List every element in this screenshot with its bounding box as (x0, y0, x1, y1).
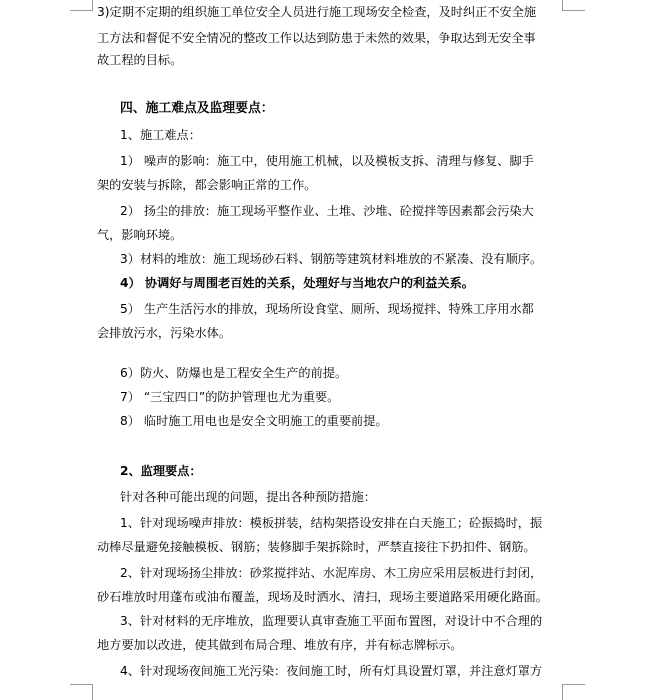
crop-mark-top-left (70, 0, 93, 11)
list-item: 6）防火、防爆也是工程安全生产的前提。 (120, 366, 348, 380)
list-item-bold: 4） 协调好与周围老百姓的关系，处理好与当地农户的利益关系。 (120, 276, 474, 290)
paragraph-line: 工方法和督促不安全情况的整改工作以达到防患于未然的效果，争取达到无安全事 (97, 31, 536, 45)
crop-mark-bottom-left (70, 684, 93, 700)
list-item: 8） 临时施工用电也是安全文明施工的重要前提。 (120, 414, 388, 428)
paragraph-line: 地方要加以改进，使其做到布局合理、堆放有序，并有标志牌标示。 (97, 638, 463, 652)
crop-mark-bottom-right (562, 684, 585, 700)
list-item: 2、针对现场扬尘排放：砂浆搅拌站、水泥库房、木工房应采用层板进行封闭， (120, 566, 543, 580)
list-item: 3、针对材料的无序堆放，监理要认真审查施工平面布置图，对设计中不合理的 (120, 614, 543, 628)
paragraph-line: 动棒尽量避免接触模板、钢筋；装修脚手架拆除时，严禁直接往下扔扣件、钢筋。 (97, 540, 536, 554)
paragraph-line: 会排放污水，污染水体。 (97, 326, 232, 340)
paragraph-line: 3)定期不定期的组织施工单位安全人员进行施工现场安全检查，及时纠正不安全施 (97, 5, 537, 19)
paragraph-line: 故工程的目标。 (97, 53, 183, 67)
paragraph-line: 针对各种可能出现的问题，提出各种预防措施： (120, 490, 376, 504)
paragraph-line: 砂石堆放时用蓬布或油布覆盖，现场及时洒水、清扫，现场主要道路采用硬化路面。 (97, 590, 548, 604)
paragraph-line: 气，影响环境。 (97, 228, 183, 242)
list-item: 1、针对现场噪声排放：模板拼装，结构架搭设安排在白天施工；砼振捣时，振 (120, 516, 543, 530)
list-item: 1） 噪声的影响：施工中，使用施工机械，以及模板支拆、清理与修复、脚手 (120, 154, 534, 168)
subsection-heading: 1、施工难点： (120, 128, 201, 142)
subsection-heading: 2、监理要点： (120, 464, 202, 478)
list-item: 4、针对现场夜间施工光污染：夜间施工时，所有灯具设置灯罩，并注意灯罩方 (120, 664, 543, 678)
list-item: 7） “三宝四口”的防护管理也尤为重要。 (120, 390, 340, 404)
list-item: 2） 扬尘的排放：施工现场平整作业、土堆、沙堆、砼搅拌等因素都会污染大 (120, 204, 534, 218)
section-heading: 四、施工难点及监理要点： (120, 101, 274, 116)
list-item: 5） 生产生活污水的排放，现场所设食堂、厕所、现场搅拌、特殊工序用水都 (120, 302, 534, 316)
paragraph-line: 架的安装与拆除，都会影响正常的工作。 (97, 178, 317, 192)
list-item: 3）材料的堆放：施工现场砂石料、钢筋等建筑材料堆放的不紧凑、没有顺序。 (120, 252, 543, 266)
